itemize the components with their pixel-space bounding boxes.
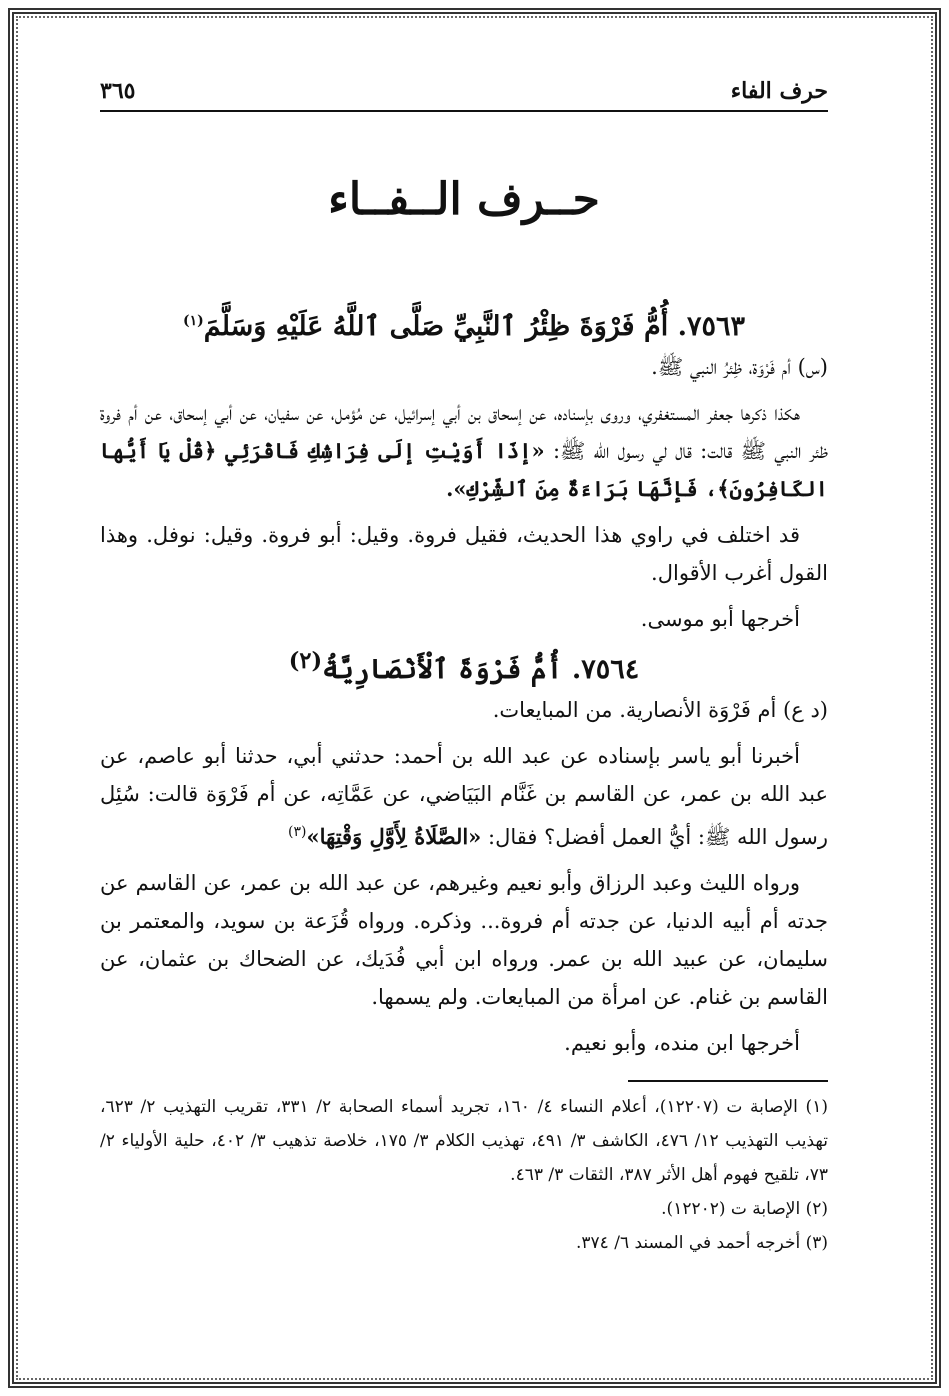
footnote: (١) الإصابة ت (١٢٢٠٧)، أعلام النساء ٤/ ١٦٠، تجريد أسماء الصحابة ٢/ ٣٣١، تقريب التهذيب ٢/ ٦٢٣، تهذيب التهذيب ١٢/ ٤٧٦، الكاشف ٣/ ٤٩١، تهذيب الكلام ٣/ ١٧٥، خلاصة تذهيب ٣/ ٤٠٢، حلية الأولياء ٢/ ٧٣، تلقيح فهوم أهل الأثر ٣٨٧، الثقات ٣/ ٤٦٣.	[100, 1097, 828, 1185]
footnote: (٢) الإصابة ت (١٢٢٠٢).	[661, 1199, 828, 1219]
running-header	[100, 70, 828, 112]
body-paragraph: أخرجها أبو موسى.	[640, 607, 800, 631]
footnotes	[100, 1090, 828, 1260]
page-content	[100, 70, 828, 1260]
body-paragraph: أخرجها ابن منده، وأبو نعيم.	[564, 1031, 800, 1055]
entry-title	[100, 311, 828, 342]
body-paragraph	[100, 394, 828, 508]
footnote: (٣) أخرجه أحمد في المسند ٦/ ٣٧٤.	[576, 1233, 828, 1253]
entry-subtitle: (د ع) أم فَرْوَة الأنصارية. من المبايعات.	[492, 698, 828, 722]
hadith-quote: «إذَا أَوَيْتِ إلَى فِرَاشِكِ فَاقْرَئِي ﴿قُلْ يَا أَيُّها الكَافِرُونَ﴾، فَإنَّهَا بَرَاءَةٌ مِنَ ٱلشِّرْكِ».	[100, 438, 828, 501]
entry-title-text: ٧٥٦٤. أُمُّ فَرْوَةَ ٱلْأَنْصَارِيَّةُ	[322, 654, 640, 685]
footnote-ref: (١)	[182, 313, 204, 329]
entry-subtitle: (س) أم فَرْوَة، ظِئرُ النبي ﷺ.	[651, 355, 828, 379]
body-paragraph	[100, 737, 828, 856]
paragraph-text: أخبرنا أبو ياسر بإسناده عن عبد الله بن أحمد: حدثني أبي، حدثنا أبو عاصم، عن عبد الله بن عمر، عن القاسم بن غَنَّام البَيَاضي، عن عَمَّاتِه، عن أم فَرْوَة قالت: سُئِل رسول الله ﷺ: أيُّ العمل أفضل؟ فقال:	[100, 744, 828, 849]
footnote-separator	[628, 1080, 828, 1082]
paragraph-text: هكذا ذكرها جعفر المستغفري، وروى بإسناده، عن إسحاق بن أبي إسرائيل، عن مُؤمل، عن سفيان، عن أبي إسحاق، عن أم فروة ظئر النبي ﷺ قالت: قال لي رسول الله ﷺ:	[100, 401, 828, 463]
entry-title-text: ٧٥٦٣. أُمُّ فَرْوَةَ ظِئْرُ ٱلنَّبِيِّ صَلَّى ٱللَّهُ عَلَيْهِ وَسَلَّمَ	[203, 311, 746, 342]
entry-title	[100, 648, 828, 685]
hadith-quote: «الصَّلَاةُ لِأَوَّلِ وَقْتِهَا»	[306, 824, 482, 849]
footnote-ref: (٢)	[288, 648, 323, 674]
body-paragraph: قد اختلف في راوي هذا الحديث، فقيل فروة. وقيل: أبو فروة. وقيل: نوفل. وهذا القول أغرب الأقوال.	[100, 523, 828, 585]
body-paragraph: ورواه الليث وعبد الرزاق وأبو نعيم وغيرهم، عن عبد الله بن عمر، عن القاسم عن جدته أم أبيه الدنيا، عن جدته أم فروة... وذكره. ورواه قُزَعة بن سويد، والمعتمر بن سليمان، عن عبيد الله بن عمر. ورواه ابن أبي فُدَيك، عن الضحاك بن عثمان، عن القاسم بن غنام. عن امرأة من المبايعات. ولم يسمها.	[100, 871, 828, 1009]
running-title: حرف الفاء	[730, 78, 828, 104]
footnote-ref: (٣)	[288, 824, 307, 840]
page-number: ٣٦٥	[100, 78, 136, 104]
chapter-title: حــرف الــفــاء	[328, 174, 600, 225]
